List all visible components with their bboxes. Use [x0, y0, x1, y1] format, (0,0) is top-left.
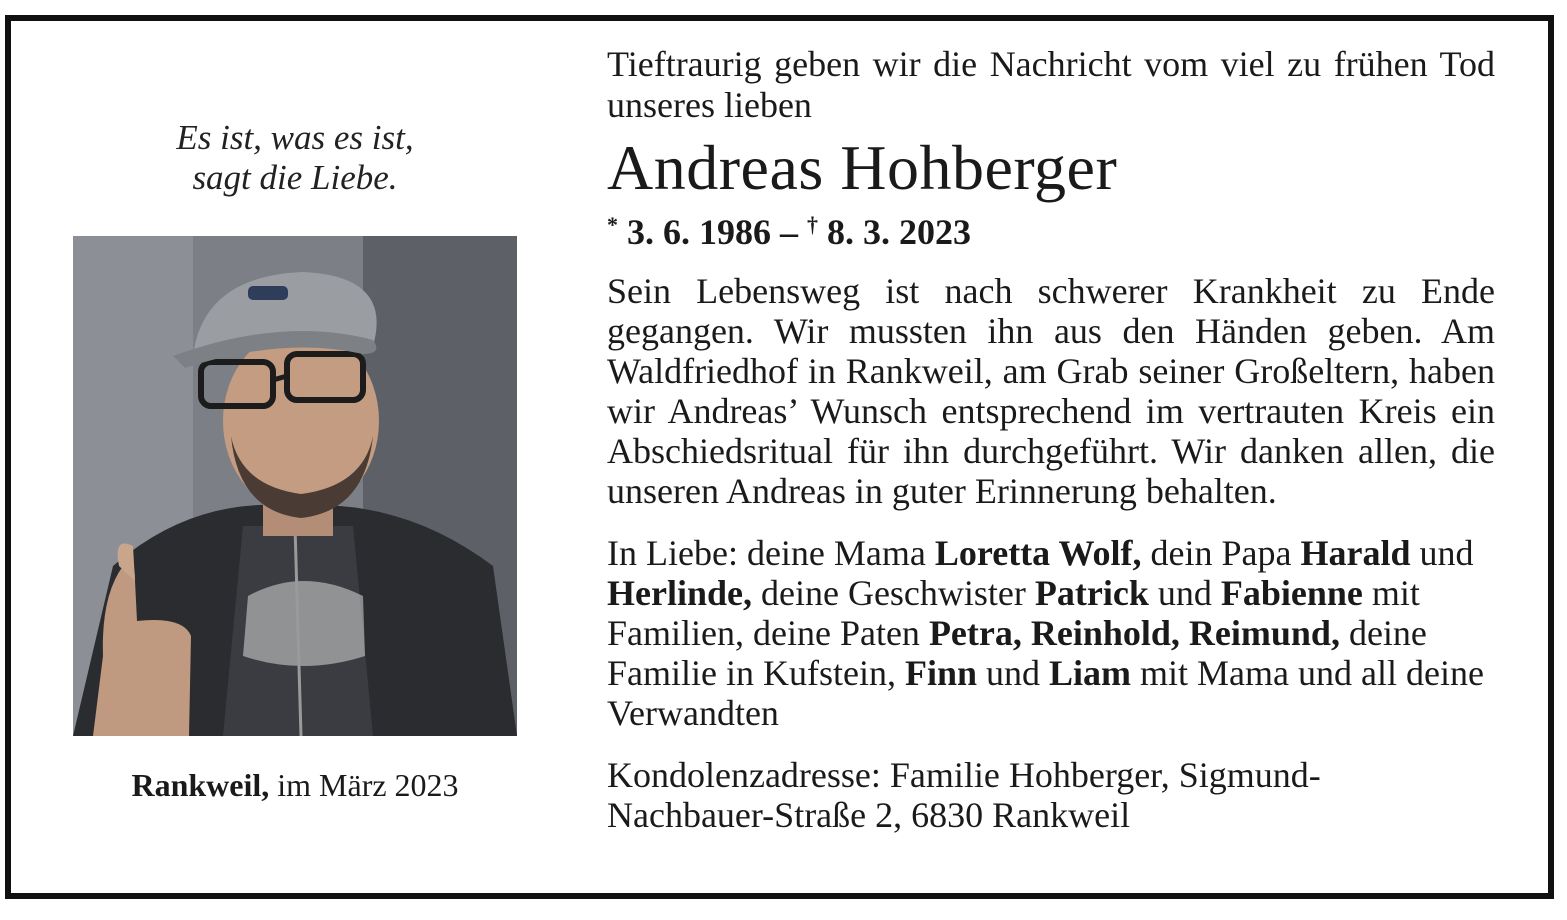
place-city: Rankweil, [131, 767, 270, 803]
condolence-address [607, 755, 1495, 835]
mourners-text: deine Geschwister [751, 573, 1035, 613]
mourner-name: Patrick [1034, 573, 1149, 613]
mourners-list [607, 533, 1495, 733]
address-line-1: Kondolenzadresse: Familie Hohberger, Sigmund- [607, 755, 1321, 795]
portrait-illustration [73, 236, 517, 736]
mourner-name: Petra, Reinhold, Reimund, [928, 613, 1340, 653]
place-date: im März 2023 [269, 767, 459, 803]
motto-quote [73, 118, 517, 198]
deceased-name: Andreas Hohberger [607, 132, 1118, 203]
mourner-name: Loretta Wolf, [934, 533, 1142, 573]
motto-line-2: sagt die Liebe. [192, 158, 398, 197]
death-mark: † [807, 212, 818, 237]
address-line-2: Nachbauer-Straße 2, 6830 Rankweil [607, 795, 1131, 835]
mourners-text: deine Familie in Kufstein, [607, 613, 1427, 693]
mourner-name: Harald [1300, 533, 1411, 573]
notice-text-column [607, 44, 1495, 835]
life-dates [607, 204, 1495, 253]
mourners-text: und [1410, 533, 1474, 573]
death-date: 8. 3. 2023 [818, 212, 971, 252]
body-text: Sein Lebensweg ist nach schwerer Krankheit zu Ende gegangen. Wir mussten ihn aus den Händen geben. Am Waldfriedhof in Rankweil, am Grab seiner Großeltern, haben wir Andreas’ Wunsch entsprechend im vertrauten Kreis ein Abschiedsritual für ihn durchgeführt. Wir danken allen, die unseren Andreas in guter Erinnerung behalten. [607, 271, 1495, 511]
mourners-text: und [977, 653, 1050, 693]
mourners-text: mit Mama und all deine Verwandten [607, 653, 1484, 733]
mourners-text: mit Familien, deine Paten [607, 573, 1420, 653]
intro-text: Tieftraurig geben wir die Nachricht vom viel zu frühen Tod unseres lieben [607, 44, 1495, 125]
birth-date: 3. 6. 1986 – [618, 212, 807, 252]
mourners-text: In Liebe: deine Mama [607, 533, 935, 573]
mourner-name: Fabienne [1220, 573, 1363, 613]
mourners-text: und [1148, 573, 1221, 613]
birth-mark: * [607, 212, 618, 237]
mourners-text: dein Papa [1141, 533, 1301, 573]
mourner-name: Finn [904, 653, 978, 693]
mourner-name: Liam [1049, 653, 1132, 693]
mourner-name: Herlinde, [607, 573, 752, 613]
portrait-photo [73, 236, 517, 736]
motto-line-1: Es ist, was es ist, [176, 118, 414, 157]
place-date-line [73, 763, 517, 807]
